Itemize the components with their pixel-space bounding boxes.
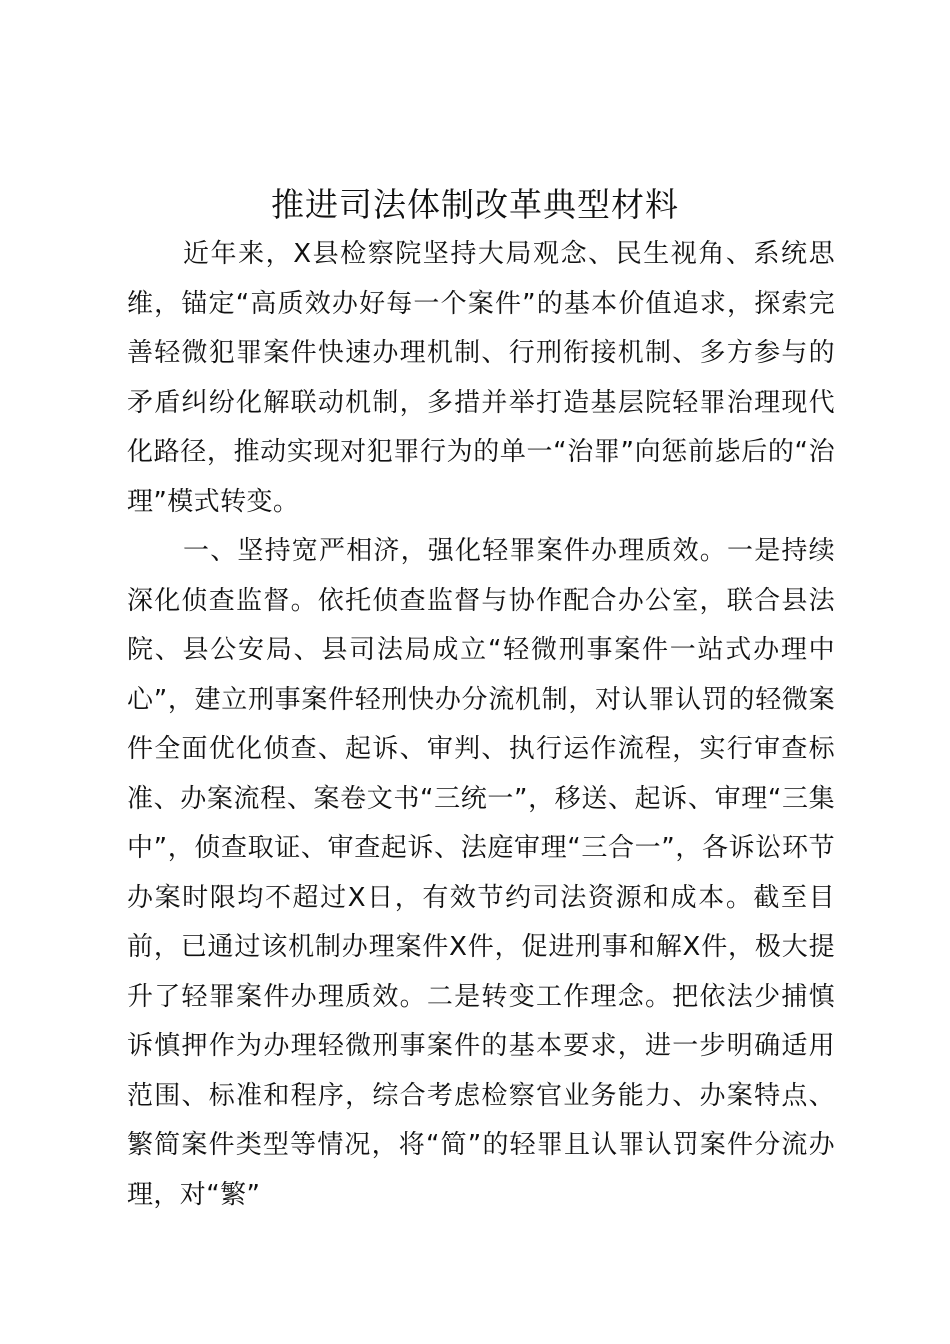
paragraph-section-one: 一、坚持宽严相济，强化轻罪案件办理质效。一是持续深化侦查监督。依托侦查监督与协作配合办公室，联合县法院、县公安局、县司法局成立“轻微刑事案件一站式办理中心”，建立刑事案件轻刑快办分流机制，对认罪认罚的轻微案件全面优化侦查、起诉、审判、执行运作流程，实行审查标准、办案流程、案卷文书“三统一”，移送、起诉、审理“三集中”，侦查取证、审查起诉、法庭审理“三合一”，各诉讼环节办案时限均不超过X日，有效节约司法资源和成本。截至目前，已通过该机制办理案件X件，促进刑事和解X件，极大提升了轻罪案件办理质效。二是转变工作理念。把依法少捕慎诉慎押作为办理轻微刑事案件的基本要求，进一步明确适用范围、标准和程序，综合考虑检察官业务能力、办案特点、繁简案件类型等情况，将“简”的轻罪且认罪认罚案件分流办理，对“繁” [127,536,835,1210]
document-body [127,230,835,1220]
paragraph-intro: 近年来，X县检察院坚持大局观念、民生视角、系统思维，锚定“高质效办好每一个案件”的基本价值追求，探索完善轻微犯罪案件快速办理机制、行刑衔接机制、多方参与的矛盾纠纷化解联动机制，多措并举打造基层院轻罪治理现代化路径，推动实现对犯罪行为的单一“治罪”向惩前毖后的“治理”模式转变。 [127,239,835,517]
document-title: 推进司法体制改革典型材料 [271,185,679,224]
